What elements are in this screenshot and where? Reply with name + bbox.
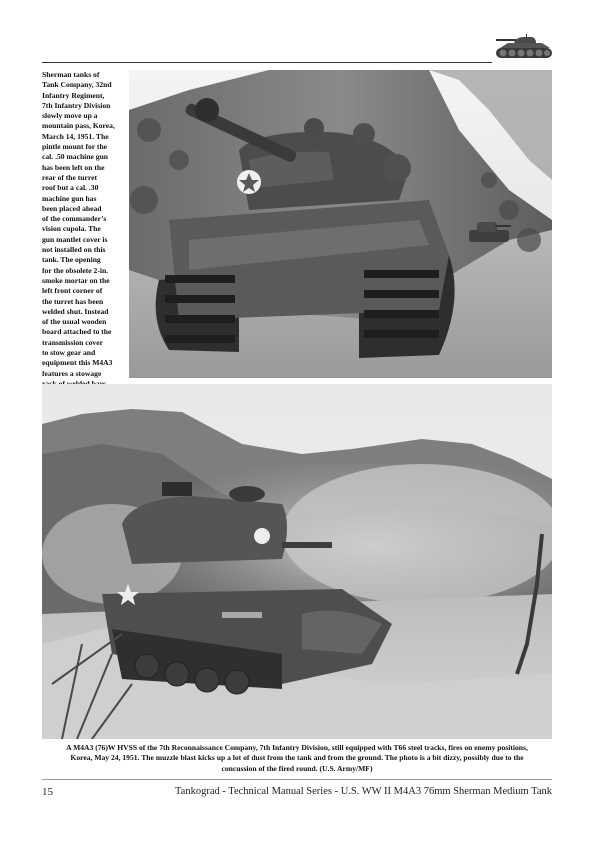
- page-number: 15: [42, 786, 53, 798]
- bottom-photo-m4a3-firing: [42, 384, 552, 739]
- bottom-photo-caption: A M4A3 (76)W HVSS of the 7th Reconnaissance Company, 7th Infantry Division, still equipped with T66 steel tracks, fires on enemy positions, Korea, May 24, 1951. The muzzle blast kicks up a lot of dust from the tank and from the ground. The photo is a bit dizzy, possibly due to the concussion of the fired round. (U.S. Army/MF): [66, 743, 528, 773]
- footer-series-title: Tankograd - Technical Manual Series - U.S. WW II M4A3 76mm Sherman Medium Tank: [175, 786, 552, 797]
- top-photo-caption: Sherman tanks of Tank Company, 32nd Infantry Regiment, 7th Infantry Division slowly move up a mountain pass, Korea, March 14, 1951. The pintle mount for the cal. .50 machine gun has been left on the rear of the turret roof but a cal. .30 machine gun has been placed ahead of the commander’s vision cupola. The gun mantlet cover is not installed on this tank. The opening for the obsolete 2-in. smoke mortar on the left front corner of the turret has been welded shut. Instead of the usual wooden board attached to the transmission cover to stow gear and equipment this M4A3 features a stowage: [42, 70, 115, 378]
- footer-rule: [42, 779, 552, 780]
- tank-silhouette-icon: [494, 34, 554, 64]
- top-photo-sherman-mountain-pass: [129, 70, 552, 378]
- header-rule: [42, 62, 492, 63]
